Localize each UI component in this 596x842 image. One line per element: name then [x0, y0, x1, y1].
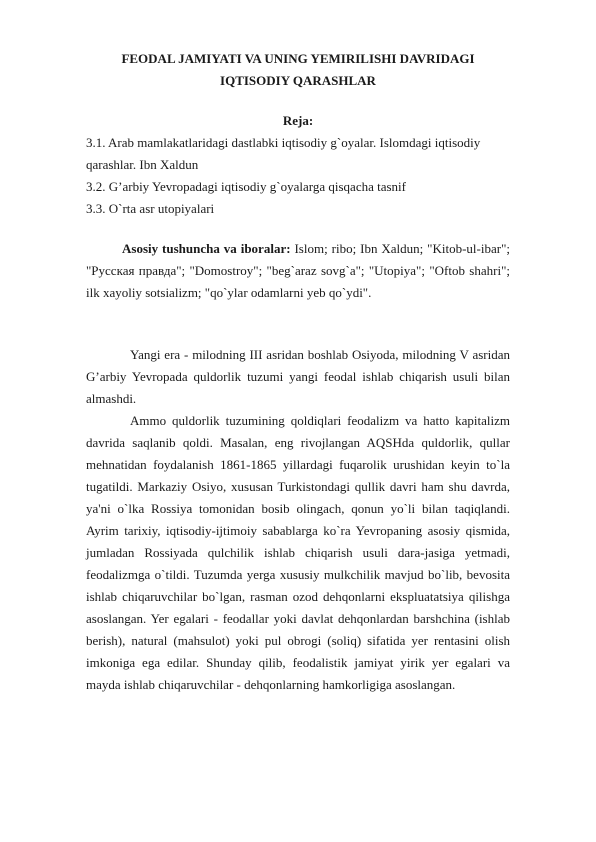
keywords-paragraph [86, 238, 510, 304]
plan-item: 3.3. O`rta asr utopiyalari [86, 201, 215, 216]
body-paragraph: Ammo quldorlik tuzumining qoldiqlari feodalizm va hatto kapitalizm davrida saqlanib qoldi. Masalan, eng rivojlangan AQSHda quldorlik, qullar mehnatidan foydalanish 1861-1865 yillardagi fuqarolik urushidan keyin to`la tugatildi. Markaziy Osiyo, xususan Turkistondagi qullik davri ham shu davrda, ya'ni o`lka Rossiya tomonidan bosib olingach, qonun yo`li bilan taqiqlandi. Ayrim tarixiy, iqtisodiy-ijtimoiy sabablarga ko`ra Yevropaning asosiy qismida, jumladan Rossiyada qulchilik ishlab chiqarish usuli dara-jasiga yetmadi, feodalizmga o`tildi. Tuzumda yerga xususiy mulkchilik mavjud bo`lib, bevosita ishlab chiqaruvchilar bo`lgan, rasman ozod dehqonlarni ekspluatatsiya qilishga asoslangan. Yer egalari - feodallar yoki davlat dehqonlardan barshchina (ishlab berish), natural (mahsulot) yoki pul obrogi (soliq) sifatida yer rentasini olish imkoniga ega edilar. Shunday qilib, feodalistik jamiyat yirik yer egalari va mayda ishlab chiqaruvchilar - dehqonlarning hamkorligiga asoslangan. [86, 413, 510, 692]
body-paragraph: Yangi era - milodning III asridan boshlab Osiyoda, milodning V asridan G’arbiy Yevropada quldorlik tuzumi yangi feodal ishlab chiqarish usuli bilan almashdi. [86, 347, 510, 406]
plan-heading: Reja: [282, 113, 314, 128]
plan-item: 3.2. G’arbiy Yevropadagi iqtisodiy g`oyalarga qisqacha tasnif [86, 179, 406, 194]
keywords-text: Islom; ribo; Ibn Xaldun; "Kitob-ul-ibar"; "Русская правда"; "Domostroy"; "beg`araz sovg`a"; "Utopiya"; "Oftob shahri"; ilk xayoliy sotsializm; "qo`ylar odamlarni yeb qo`ydi". [86, 241, 511, 300]
keywords-label: Asosiy tushuncha va iboralar: [122, 241, 291, 256]
plan-item: 3.1. Arab mamlakatlaridagi dastlabki iqtisodiy g`oyalar. Islomdagi iqtisodiy qarashlar. Ibn Xaldun [86, 135, 481, 172]
document-title: FEODAL JAMIYATI VA UNING YEMIRILISHI DAVRIDAGI IQTISODIY QARASHLAR [121, 51, 475, 88]
document-page [86, 48, 510, 696]
plan-list [86, 132, 510, 220]
